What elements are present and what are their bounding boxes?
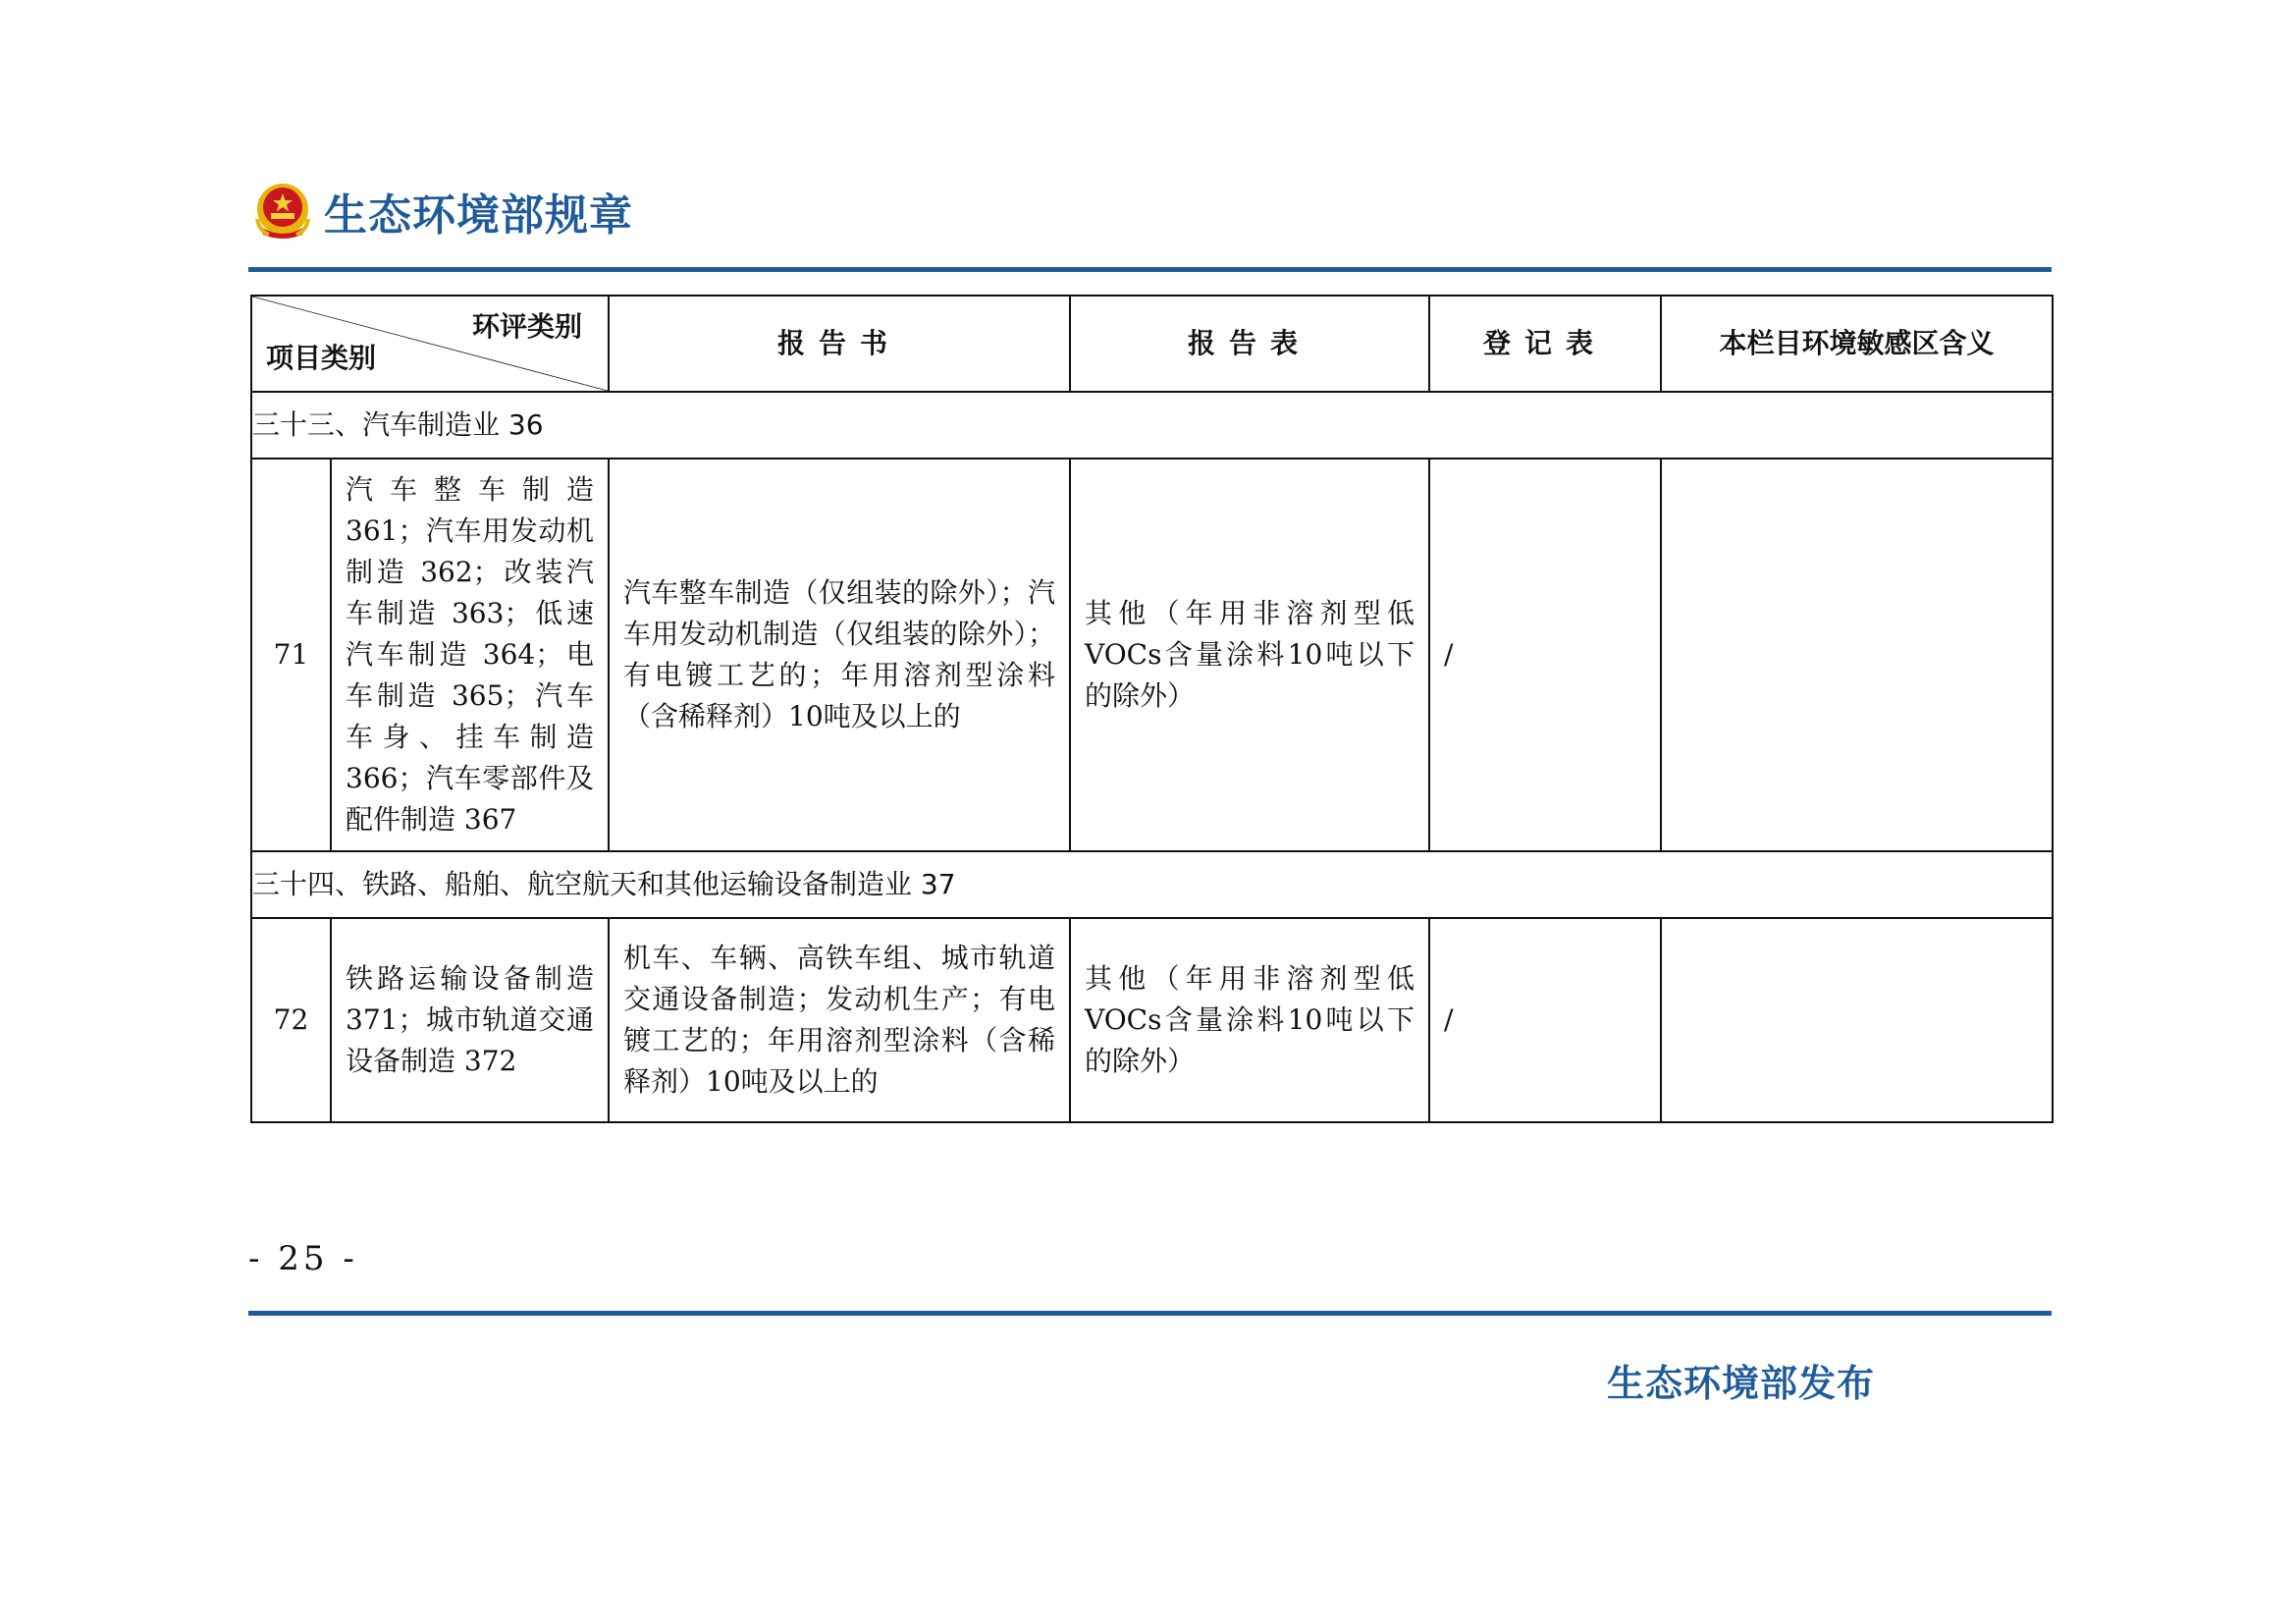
national-emblem-icon: [251, 180, 314, 243]
section-title: 三十四、铁路、船舶、航空航天和其他运输设备制造业 37: [251, 851, 2053, 918]
corner-project-category-label: 项目类别: [266, 342, 377, 374]
registration-cell: /: [1429, 918, 1661, 1122]
sensitive-area-cell: [1661, 918, 2053, 1122]
header-rule: [248, 267, 2052, 272]
report-form-cell: 其他（年用非溶剂型低VOCs含量涂料10吨以下的除外）: [1070, 459, 1429, 851]
col-sensitive-area-header: 本栏目环境敏感区含义: [1661, 296, 2053, 392]
col-report-book-header: 报告书: [609, 296, 1070, 392]
classification-table: [250, 295, 2054, 1123]
table-row: [251, 918, 2053, 1122]
table-header-row: [251, 296, 2053, 392]
col-report-form-header: 报告表: [1070, 296, 1429, 392]
registration-cell: /: [1429, 459, 1661, 851]
section-row: [251, 392, 2053, 459]
report-book-cell: 汽车整车制造（仅组装的除外）；汽车用发动机制造（仅组装的除外）；有电镀工艺的；年用溶剂型涂料（含稀释剂）10吨及以上的: [609, 459, 1070, 851]
section-row: [251, 851, 2053, 918]
row-number: 72: [251, 918, 331, 1122]
footer-rule: [248, 1311, 2052, 1316]
sensitive-area-cell: [1661, 459, 2053, 851]
report-form-cell: 其他（年用非溶剂型低VOCs含量涂料10吨以下的除外）: [1070, 918, 1429, 1122]
project-category-cell: 汽车整车制造 361；汽车用发动机制造 362；改装汽车制造 363；低速汽车制造 364；电车制造 365；汽车车身、挂车制造 366；汽车零部件及配件制造 367: [331, 459, 609, 851]
table-row: [251, 459, 2053, 851]
corner-eia-category-label: 环评类别: [471, 310, 582, 343]
col-registration-header: 登记表: [1429, 296, 1661, 392]
section-title: 三十三、汽车制造业 36: [251, 392, 2053, 459]
footer-publisher: 生态环境部发布: [1607, 1362, 1876, 1405]
project-category-cell: 铁路运输设备制造 371；城市轨道交通设备制造 372: [331, 918, 609, 1122]
row-number: 71: [251, 459, 331, 851]
corner-header-cell: [251, 296, 609, 392]
report-book-cell: 机车、车辆、高铁车组、城市轨道交通设备制造；发动机生产；有电镀工艺的；年用溶剂型涂料（含稀释剂）10吨及以上的: [609, 918, 1070, 1122]
header-title: 生态环境部规章: [324, 190, 633, 241]
page-number: - 25 -: [248, 1239, 358, 1278]
page-header: [251, 177, 633, 245]
